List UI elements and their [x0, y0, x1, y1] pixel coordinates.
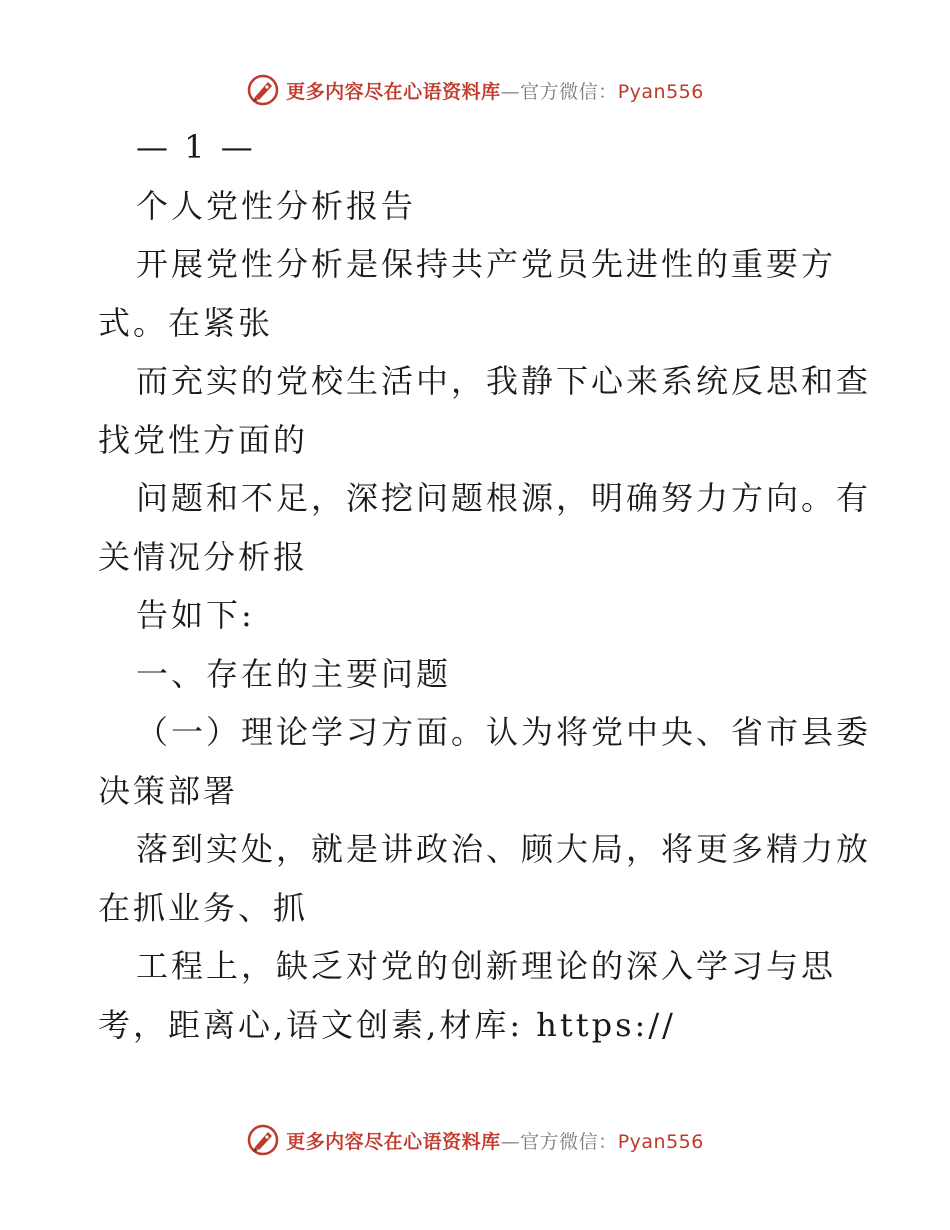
watermark-brand: 更多内容尽在心语资料库 — [286, 80, 501, 103]
paragraph-line: 问题和不足，深挖问题根源，明确努力方向。有 — [136, 479, 872, 517]
paragraph-line: 开展党性分析是保持共产党员先进性的重要方 — [136, 245, 837, 283]
watermark-brand: 更多内容尽在心语资料库 — [286, 1130, 501, 1153]
watermark-account: Pyan556 — [617, 1130, 704, 1153]
document-title: 个人党性分析报告 — [136, 186, 417, 225]
pen-nib-logo-icon — [246, 1123, 280, 1157]
paragraph-line: 落到实处，就是讲政治、顾大局，将更多精力放 — [136, 830, 872, 868]
watermark-text — [286, 77, 704, 104]
paragraph-line: 在抓业务、抓 — [98, 888, 309, 927]
paragraph-line: 而充实的党校生活中，我静下心来系统反思和查 — [136, 362, 872, 400]
watermark-label: 官方微信： — [520, 80, 618, 103]
document-body — [98, 118, 872, 1054]
watermark-label: 官方微信： — [520, 1130, 618, 1153]
subsection-line: （一）理论学习方面。认为将党中央、省市县委 — [136, 713, 872, 751]
paragraph-line: 考，距离心,语文创素,材库: https:// — [98, 1005, 676, 1044]
page-marker: — 1 — — [136, 128, 256, 166]
watermark-account: Pyan556 — [617, 80, 704, 103]
watermark-separator: — — [500, 80, 521, 103]
paragraph-line: 工程上，缺乏对党的创新理论的深入学习与思 — [136, 947, 837, 985]
paragraph-line: 决策部署 — [98, 771, 239, 810]
watermark-text — [286, 1127, 704, 1154]
watermark-footer — [0, 1120, 950, 1160]
paragraph-line: 关情况分析报 — [98, 537, 309, 576]
watermark-separator: — — [500, 1130, 521, 1153]
watermark-header — [0, 70, 950, 110]
section-heading: 一、存在的主要问题 — [136, 654, 452, 693]
paragraph-line: 告如下: — [136, 596, 255, 634]
pen-nib-logo-icon — [246, 73, 280, 107]
paragraph-line: 式。在紧张 — [98, 303, 274, 342]
paragraph-line: 找党性方面的 — [98, 420, 309, 459]
